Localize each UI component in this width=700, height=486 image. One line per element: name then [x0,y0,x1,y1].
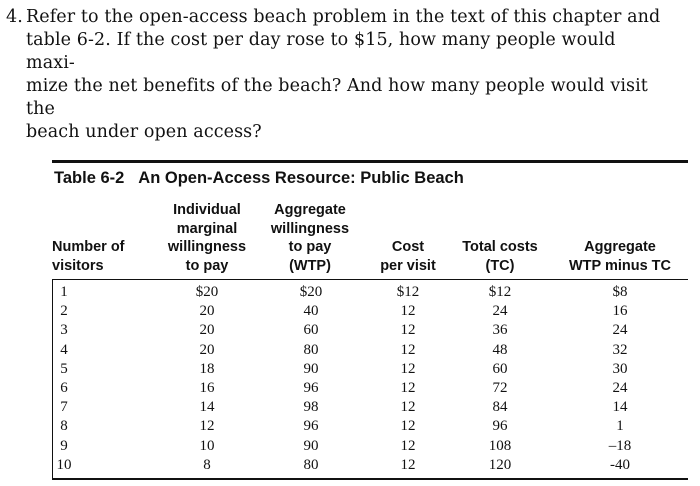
individual-wtp-cell: 18 [199,360,215,377]
header-line: to pay [185,257,229,274]
cost-cell: 12 [400,322,416,339]
visitors-cell: 6 [60,379,68,396]
table-row [52,302,688,321]
total-costs-cell: 36 [492,322,508,339]
wtp-minus-tc-cell: $8 [612,284,628,300]
header-line: Aggregate [274,202,346,218]
header-line: (TC) [485,257,515,274]
visitors-cell: 4 [60,341,68,358]
column-header-visitors [52,238,136,275]
wtp-minus-tc-cell: 1 [616,418,624,435]
aggregate-wtp-cell: 90 [303,437,319,454]
individual-wtp-cell: $20 [195,284,219,300]
question-number: 4. [6,7,23,27]
header-line: willingness [270,220,350,237]
question-line: beach under open access? [26,122,262,142]
cost-cell: 12 [400,456,416,473]
visitors-cell: 10 [56,456,72,473]
wtp-minus-tc-cell: -40 [610,456,630,473]
individual-wtp-cell: 20 [199,322,215,339]
aggregate-wtp-cell: 98 [303,399,319,416]
aggregate-wtp-cell: 96 [303,418,319,435]
table-row [52,456,688,475]
cost-cell: 12 [400,360,416,377]
header-line: Aggregate [584,239,656,255]
wtp-minus-tc-cell: 24 [612,379,628,396]
column-header-aggregate-wtp [260,201,360,275]
question-line: table 6-2. If the cost per day rose to $15, how many people would maxi- [26,30,616,73]
column-header-cost [368,238,448,275]
visitors-cell: 8 [60,418,68,435]
table-row [52,321,688,340]
cost-cell: 12 [400,341,416,358]
individual-wtp-cell: 14 [199,399,215,416]
table-row [52,360,688,379]
aggregate-wtp-cell: 40 [303,303,319,320]
individual-wtp-cell: 20 [199,341,215,358]
individual-wtp-cell: 16 [199,379,215,396]
individual-wtp-cell: 12 [199,418,215,435]
table-row [52,417,688,436]
visitors-cell: 1 [60,284,68,300]
table-top-rule [52,160,688,163]
table-caption [54,169,464,188]
cost-cell: 12 [400,399,416,416]
wtp-minus-tc-cell: 24 [612,322,628,339]
individual-wtp-cell: 10 [199,437,215,454]
aggregate-wtp-cell: 80 [303,456,319,473]
wtp-minus-tc-cell: 16 [612,303,628,320]
aggregate-wtp-cell: $20 [299,284,323,300]
question-text [6,6,666,144]
total-costs-cell: 24 [492,303,508,320]
cost-cell: $12 [396,284,420,300]
header-line: to pay [288,239,332,255]
question-line: mize the net benefits of the beach? And how many people would visit the [26,76,648,119]
visitors-cell: 2 [60,303,68,320]
header-line: visitors [52,257,104,274]
column-header-aggregate-wtp-minus-tc [558,238,682,275]
header-line: (WTP) [289,257,331,274]
visitors-cell: 3 [60,322,68,339]
individual-wtp-cell: 20 [199,303,215,320]
visitors-cell: 7 [60,399,68,416]
aggregate-wtp-cell: 90 [303,360,319,377]
question-line: Refer to the open-access beach problem in the text of this chapter and [26,7,661,27]
header-rule [52,279,688,280]
header-line: willingness [167,239,247,255]
total-costs-cell: 108 [488,437,512,454]
wtp-minus-tc-cell: 32 [612,341,628,358]
table-row [52,379,688,398]
individual-wtp-cell: 8 [203,456,211,473]
header-line: Number of [52,239,125,255]
total-costs-cell: 120 [488,456,512,473]
column-header-individual-wtp [152,201,262,275]
total-costs-cell: 72 [492,379,508,396]
total-costs-cell: 60 [492,360,508,377]
table-label: Table 6-2 [54,169,125,187]
table-row [52,437,688,456]
table-row [52,398,688,417]
column-header-total-costs [454,238,546,275]
header-line: WTP minus TC [568,257,672,274]
header-line: Total costs [462,239,538,255]
cost-cell: 12 [400,437,416,454]
aggregate-wtp-cell: 96 [303,379,319,396]
header-line: Cost [391,239,425,255]
table-body [52,283,688,475]
total-costs-cell: 96 [492,418,508,435]
header-line: Individual [173,202,241,218]
question [6,6,666,144]
visitors-cell: 9 [60,437,68,454]
table-row [52,341,688,360]
total-costs-cell: 84 [492,399,508,416]
aggregate-wtp-cell: 80 [303,341,319,358]
cost-cell: 12 [400,418,416,435]
table-bottom-rule [52,478,688,480]
wtp-minus-tc-cell: –18 [608,437,632,454]
wtp-minus-tc-cell: 30 [612,360,628,377]
wtp-minus-tc-cell: 14 [612,399,628,416]
table-row [52,283,688,302]
table-title: An Open-Access Resource: Public Beach [138,169,464,187]
total-costs-cell: 48 [492,341,508,358]
aggregate-wtp-cell: 60 [303,322,319,339]
cost-cell: 12 [400,379,416,396]
header-line: marginal [176,220,238,237]
total-costs-cell: $12 [488,284,512,300]
cost-cell: 12 [400,303,416,320]
visitors-cell: 5 [60,360,68,377]
header-line: per visit [380,257,436,274]
